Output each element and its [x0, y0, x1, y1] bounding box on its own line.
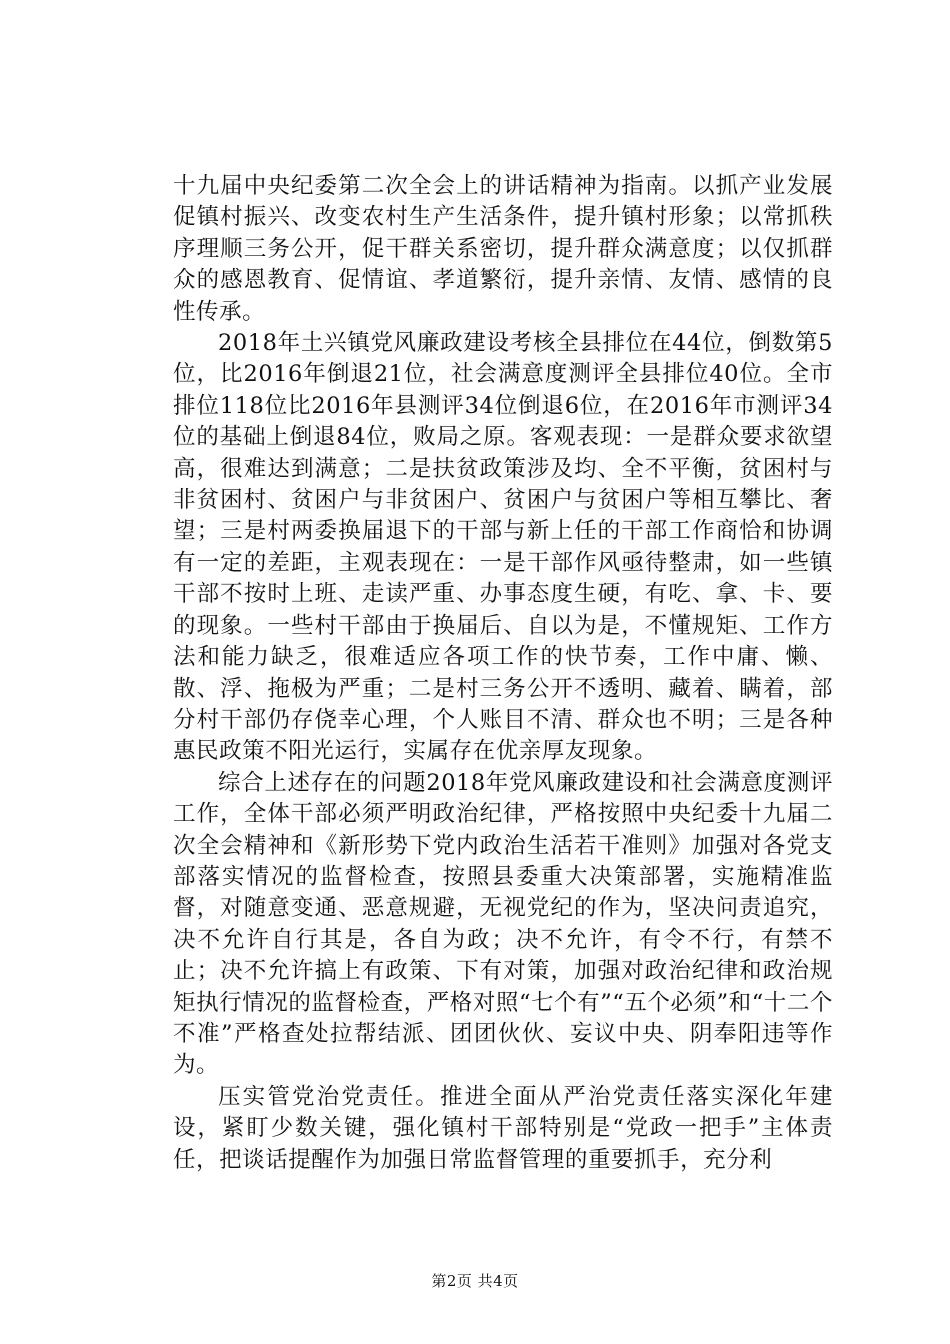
- page-footer: 第2页 共4页: [431, 1272, 519, 1290]
- paragraph-continuation: 十九届中央纪委第二次全会上的讲话精神为指南。以抓产业发展促镇村振兴、改变农村生产生活条件，提升镇村形象；以常抓秩序理顺三务公开，促干群关系密切，提升群众满意度；以仅抓群众的感恩教育、促情谊、孝道繁衍，提升亲情、友情、感情的良性传承。: [173, 173, 833, 325]
- paragraph-discipline-requirements: 综合上述存在的问题2018年党风廉政建设和社会满意度测评工作，全体干部必须严明政治纪律，严格按照中央纪委十九届二次全会精神和《新形势下党内政治生活若干准则》加强对各党支部落实情况的监督检查，按照县委重大决策部署，实施精准监督，对随意变通、恶意规避，无视党纪的作为，坚决问责追究，决不允许自行其是，各自为政；决不允许，有令不行，有禁不止；决不允许搞上有政策、下有对策，加强对政治纪律和政治规矩执行情况的监督检查，严格对照“七个有”“五个必须”和“十二个不准”严格查处拉帮结派、团团伙伙、妄议中央、阴奉阳违等作为。: [173, 769, 833, 1079]
- document-body: [173, 171, 833, 1176]
- paragraph-responsibility: 压实管党治党责任。推进全面从严治党责任落实深化年建设，紧盯少数关键，强化镇村干部特别是“党政一把手”主体责任，把谈话提醒作为加强日常监督管理的重要抓手，充分利: [173, 1083, 833, 1173]
- paragraph-assessment-ranking: 2018年土兴镇党风廉政建设考核全县排位在44位，倒数第5位，比2016年倒退21位，社会满意度测评全县排位40位。全市排位118位比2016年县测评34位倒退6位，在2016年市测评34位的基础上倒退84位，败局之原。客观表现：一是群众要求欲望高，很难达到满意；二是扶贫政策涉及均、全不平衡，贫困村与非贫困村、贫困户与非贫困户、贫困户与贫困户等相互攀比、奢望；三是村两委换届退下的干部与新上任的干部工作商恰和协调有一定的差距，主观表现在：一是干部作风亟待整肃，如一些镇干部不按时上班、走读严重、办事态度生硬，有吃、拿、卡、要的现象。一些村干部由于换届后、自以为是，不懂规矩、工作方法和能力缺乏，很难适应各项工作的快节奏，工作中庸、懒、散、浮、拖极为严重；二是村三务公开不透明、藏着、瞒着，部分村干部仍存侥幸心理，个人账目不清、群众也不明；三是各种惠民政策不阳光运行，实属存在优亲厚友现象。: [173, 330, 833, 765]
